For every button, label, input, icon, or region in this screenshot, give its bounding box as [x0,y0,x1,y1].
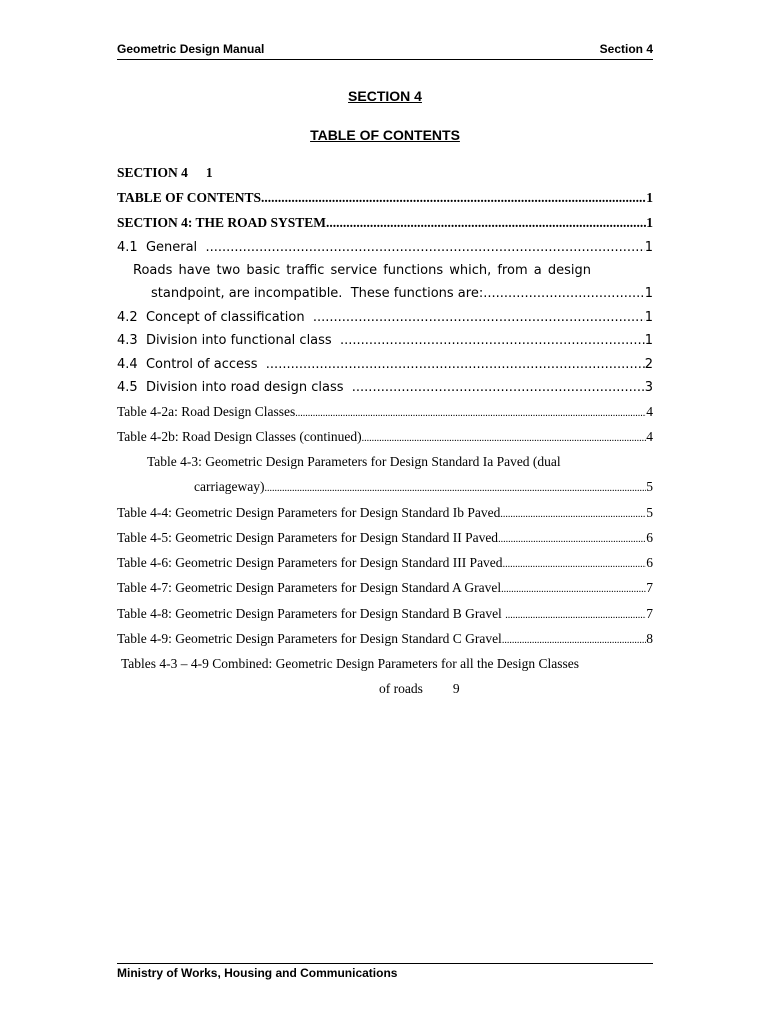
toc-entry-text: Table 4-2a: Road Design Classes [117,404,296,419]
toc-entry-text: 4.5 Division into road design class [117,380,352,395]
header-rule [117,59,653,60]
toc-entry-text: 4.3 Division into functional class [117,333,340,348]
toc-entry-page: 1 [644,286,653,301]
toc-entry[interactable] [117,505,653,521]
toc-leader [362,429,647,445]
toc-entry[interactable] [117,530,653,546]
toc-entry-page: 6 [646,555,653,570]
toc-entry-page: 6 [646,530,653,545]
toc-entry-text: Table 4-5: Geometric Design Parameters for Design Standard II Paved [117,530,499,545]
toc-entry-wrap-line[interactable] [133,263,653,278]
toc-entry[interactable] [117,631,653,647]
toc-entry-page: 9 [452,681,460,696]
toc-entry-page: 2 [644,357,653,372]
toc-entry-text: Table 4-8: Geometric Design Parameters for Design Standard B Gravel [117,606,506,621]
toc-entry[interactable] [117,190,653,206]
toc-leader [205,240,644,255]
toc-leader [295,404,646,420]
toc-entry-text: Table 4-7: Geometric Design Parameters for Design Standard A Gravel [117,580,502,595]
toc-leader [502,631,646,647]
toc-entry[interactable] [117,240,653,255]
toc-entry[interactable] [379,681,499,697]
page-header [117,42,653,58]
toc-entry-text: carriageway) [194,479,265,494]
toc-entry[interactable] [117,555,653,571]
toc-leader [261,190,646,206]
toc-entry-page: 1 [644,240,653,255]
toc-entry-text: Table 4-6: Geometric Design Parameters for Design Standard III Paved [117,555,503,570]
toc-entry-text: Table 4-3: Geometric Design Parameters for Design Standard Ia Paved (dual [147,454,561,469]
toc-leader [498,530,646,546]
toc-entry-text: Table 4-2b: Road Design Classes (continued) [117,429,362,444]
toc-entry-text: standpoint, are incompatible. These functions are: [151,286,484,301]
toc-heading: TABLE OF CONTENTS [310,127,460,143]
toc-entry-text: Roads have two basic traffic service functions which, from a design [133,263,591,278]
toc-leader [483,286,645,301]
toc-entry-page: 1 [644,333,653,348]
section-heading: SECTION 4 [348,88,422,104]
toc-entry[interactable] [151,286,653,301]
toc-entry-page: 7 [646,606,653,621]
header-section: Section 4 [599,42,653,56]
toc-entry[interactable] [117,357,653,372]
toc-entry-wrap-line[interactable] [121,656,653,672]
toc-entry-text: SECTION 4 [117,165,188,180]
toc-entry-text: 4.2 Concept of classification [117,310,313,325]
toc-entry[interactable] [117,606,653,622]
toc-entry-page: 4 [646,429,653,444]
toc-entry-page: 1 [646,215,653,230]
toc-entry-page: 8 [646,631,653,646]
toc-entry-text: 4.4 Control of access [117,357,266,372]
toc-entry-wrap-line[interactable] [147,454,653,470]
toc-entry-text: SECTION 4: THE ROAD SYSTEM [117,215,327,230]
toc-leader [500,505,646,521]
toc-leader [340,333,645,348]
toc-leader [505,606,646,622]
toc-entry-page: 1 [644,310,653,325]
toc-leader [266,357,645,372]
toc-entry-page: 5 [646,505,653,520]
toc-entry-text: 4.1 General [117,240,206,255]
toc-leader [503,555,647,571]
toc-entry-page: 1 [205,165,213,180]
toc-entry-text: Table 4-9: Geometric Design Parameters for Design Standard C Gravel [117,631,502,646]
toc-entry[interactable] [117,580,653,596]
toc-entry[interactable] [117,165,653,181]
toc-leader [501,580,646,596]
toc-entry[interactable] [117,333,653,348]
toc-entry-page: 4 [646,404,653,419]
toc-entry-text: of roads [379,681,423,696]
toc-entry-text: Table 4-4: Geometric Design Parameters for Design Standard Ib Paved [117,505,501,520]
toc-entry-page: 5 [646,479,653,494]
footer-rule [117,963,653,964]
toc-entry[interactable] [117,404,653,420]
toc-entry-text: TABLE OF CONTENTS [117,190,262,205]
toc-leader [313,310,645,325]
toc-entry-text: Tables 4-3 – 4-9 Combined: Geometric Design Parameters for all the Design Classes [121,656,579,671]
page-footer: Ministry of Works, Housing and Communications [117,966,398,980]
toc-entry[interactable] [117,310,653,325]
toc-entry-page: 7 [646,580,653,595]
toc-entry[interactable] [117,215,653,231]
toc-entry[interactable] [194,479,653,495]
toc-leader [326,215,646,231]
header-title: Geometric Design Manual [117,42,265,56]
toc-entry[interactable] [117,380,653,395]
toc-leader [264,479,646,495]
toc-entry-page: 1 [646,190,653,205]
toc-entry[interactable] [117,429,653,445]
toc-leader [352,380,645,395]
toc-entry-page: 3 [644,380,653,395]
